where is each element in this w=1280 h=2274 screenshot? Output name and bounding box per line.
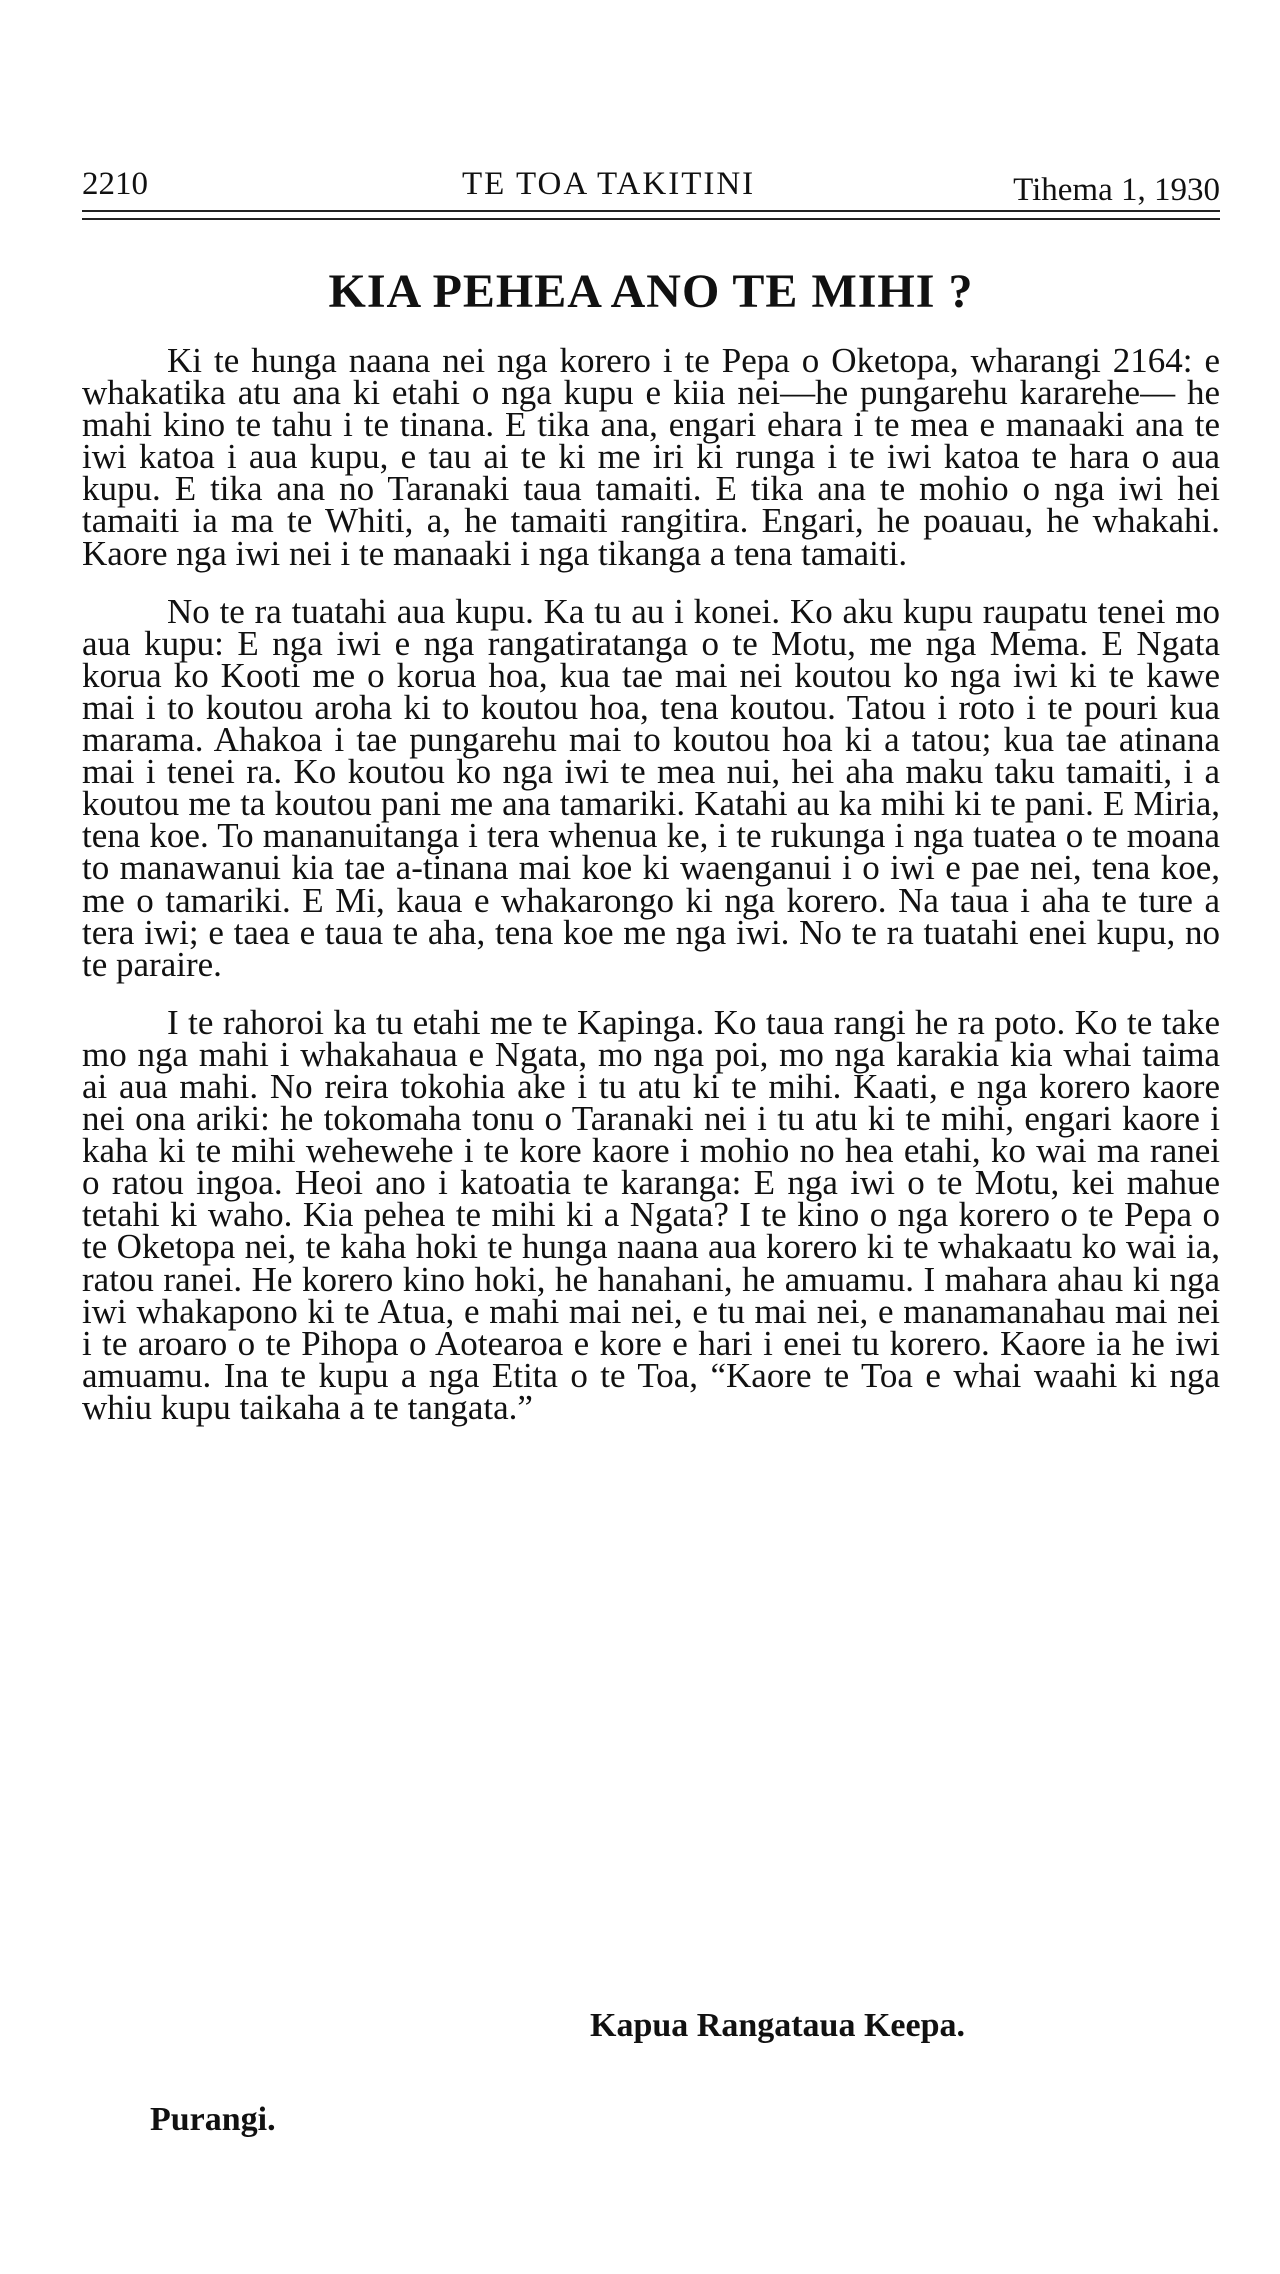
author-signature: Kapua Rangataua Keepa. (590, 2007, 965, 2044)
article-paragraph: No te ra tuatahi aua kupu. Ka tu au i konei. Ko aku kupu raupatu tenei mo aua kupu: E nga iwi e nga rangatiratanga o te Motu, me nga Mema. E Ngata korua ko Kooti me o korua hoa, kua tae mai nei koutou ko nga iwi ki te kawe mai i to koutou aroha ki to koutou hoa, tena koutou. Tatou i roto i te pouri kua marama. Ahakoa i tae pungarehu mai to koutou hoa ki a tatou; kua tae atinana mai i tenei ra. Ko koutou ko nga iwi te mea nui, hei aha maku taku tamaiti, i a koutou me ta koutou pani me ana tamariki. Katahi au ka mihi ki te pani. E Miria, tena koe. To mananuitanga i tera whenua ke, i te rukunga i nga tuatea o te moana to manawanui kia tae a-tinana mai koe ki waenganui i o iwi e pae nei, tena koe, me o tamariki. E Mi, kaua e whakarongo ki nga korero. Na taua i aha te ture a tera iwi; e taea e taua te aha, tena koe me nga iwi. No te ra tuatahi enei kupu, no te paraire. (82, 591, 1220, 984)
article-body (82, 341, 1220, 1450)
header-rule-top (82, 210, 1220, 212)
running-head (82, 160, 1220, 210)
article-paragraph: Ki te hunga naana nei nga korero i te Pepa o Oketopa, wharangi 2164: e whakatika atu ana ki etahi o nga kupu e kiia nei—he pungarehu kararehe— he mahi kino te tahu i te tinana. E tika ana, engari ehara i te mea e manaaki ana te iwi katoa i aua kupu, e tau ai te ki me iri ki runga i te iwi katoa te hara o aua kupu. E tika ana no Taranaki taua tamaiti. E tika ana te mohio o nga iwi hei tamaiti ia ma te Whiti, a, he tamaiti rangitira. Engari, he poauau, he whakahi. Kaore nga iwi nei i te manaaki i nga tikanga a tena tamaiti. (82, 341, 1220, 573)
article-paragraph: I te rahoroi ka tu etahi me te Kapinga. Ko taua rangi he ra poto. Ko te take mo nga mahi i whakahaua e Ngata, mo nga poi, mo nga karakia kia whai taima ai aua mahi. No reira tokohia ake i tu atu ki te mihi. Kaati, e nga korero kaore nei ona ariki: he tokomaha tonu o Taranaki nei i tu atu ki te mihi, engari kaore i kaha ki te mihi wehewehe i te kore kaore i mohio no hea etahi, ko wai ma ranei o ratou ingoa. Heoi ano i katoatia te karanga: E nga iwi o te Motu, kei mahue tetahi ki waho. Kia pehea te mihi ki a Ngata? I te kino o nga korero o te Pepa o te Oketopa nei, te kaha hoki te hunga naana aua korero ki te whakaatu ko wai ia, ratou ranei. He korero kino hoki, he hanahani, he amuamu. I mahara ahau ki nga iwi whakapono ki te Atua, e mahi mai nei, e tu mai nei, e manamanahau mai nei i te aroaro o te Pihopa o Aotearoa e kore e hari i enei tu korero. Kaore ia he iwi amuamu. Ina te kupu a nga Etita o te Toa, “Kaore te Toa e whai waahi ki nga whiu kupu taikaha a te tangata.” (82, 1002, 1220, 1427)
issue-date: Tihema 1, 1930 (1013, 172, 1220, 208)
journal-title: TE TOA TAKITINI (462, 166, 756, 202)
place-name: Purangi. (150, 2101, 276, 2138)
article-title: KIA PEHEA ANO TE MIHI ? (328, 265, 974, 318)
header-rule-bottom (82, 218, 1220, 220)
page-number: 2210 (82, 166, 148, 202)
